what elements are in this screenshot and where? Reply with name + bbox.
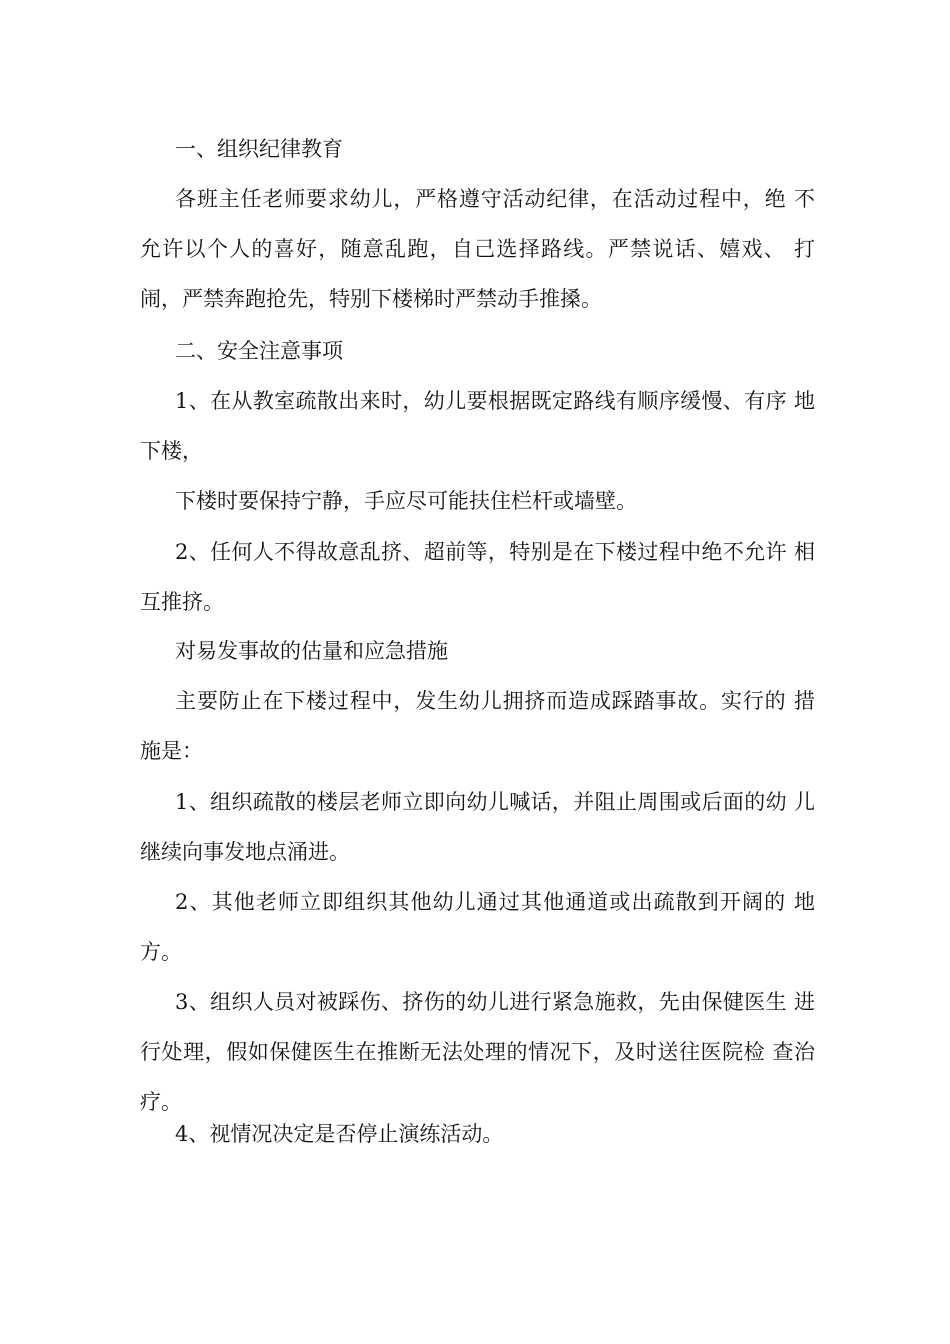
paragraph-line: 3、组织人员对被踩伤、挤伤的幼儿进行紧急施救，先由保健医生 进 <box>175 990 815 1014</box>
paragraph-line: 1、组织疏散的楼层老师立即向幼儿喊话，并阻止周围或后面的幼 儿 <box>175 790 815 814</box>
paragraph-line: 闹，严禁奔跑抢先，特别下楼梯时严禁动手推搡。 <box>140 287 602 311</box>
paragraph-line: 方。 <box>140 940 182 964</box>
paragraph-line: 下楼， <box>140 439 203 463</box>
paragraph-line: 1、在从教室疏散出来时，幼儿要根据既定路线有顺序缓慢、有序 地 <box>175 389 815 413</box>
section-heading-discipline: 一、组织纪律教育 <box>175 137 343 161</box>
paragraph-line: 允许以个人的喜好，随意乱跑，自己选择路线。严禁说话、嬉戏、 打 <box>140 237 815 261</box>
section-heading-emergency: 对易发事故的估量和应急措施 <box>175 639 448 663</box>
paragraph-line: 2、其他老师立即组织其他幼儿通过其他通道或出疏散到开阔的 地 <box>175 890 815 914</box>
section-heading-safety: 二、安全注意事项 <box>175 339 343 363</box>
paragraph-line: 4、视情况决定是否停止演练活动。 <box>175 1122 504 1146</box>
paragraph-line: 行处理，假如保健医生在推断无法处理的情况下，及时送往医院检 查治 <box>140 1040 815 1064</box>
paragraph-line: 下楼时要保持宁静，手应尽可能扶住栏杆或墙壁。 <box>175 489 637 513</box>
paragraph-line: 疗。 <box>140 1090 182 1114</box>
paragraph-line: 继续向事发地点涌进。 <box>140 840 350 864</box>
paragraph-line: 2、任何人不得故意乱挤、超前等，特别是在下楼过程中绝不允许 相 <box>175 540 815 564</box>
paragraph-line: 各班主任老师要求幼儿，严格遵守活动纪律，在活动过程中，绝 不 <box>175 187 815 211</box>
paragraph-line: 互推挤。 <box>140 590 224 614</box>
paragraph-line: 主要防止在下楼过程中，发生幼儿拥挤而造成踩踏事故。实行的 措 <box>175 689 815 713</box>
paragraph-line: 施是： <box>140 739 203 763</box>
